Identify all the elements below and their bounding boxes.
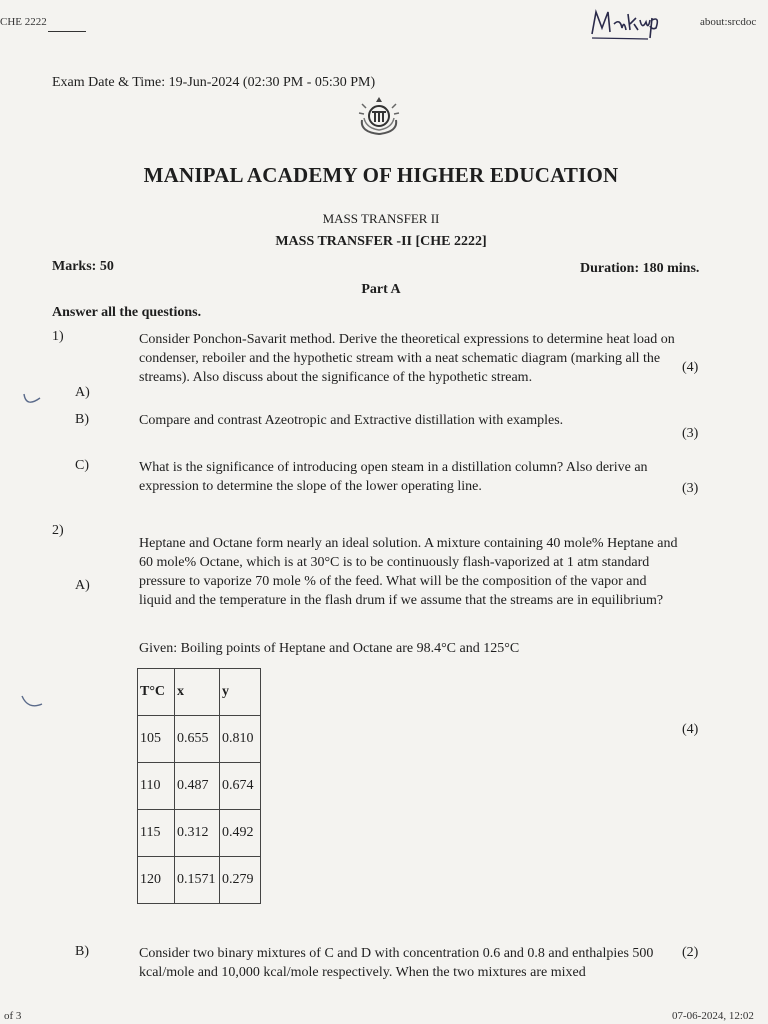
question-number: 2)	[52, 523, 64, 538]
question-2a-text: Heptane and Octane form nearly an ideal solution. A mixture containing 40 mole% Heptane and 60 mole% Octane, which is at 30°C is to be continuously flash-vaporized at 1 atm standard pressure to vaporize 70 mole % of the feed. What will be the composition of the vapor and liquid and the temperature in the flash drum if we assume that the streams are in equilibrium?	[139, 536, 678, 608]
pen-mark	[20, 692, 44, 714]
table-cell: 120	[138, 857, 175, 904]
question-1b-text: Compare and contrast Azeotropic and Extractive distillation with examples.	[139, 413, 564, 428]
table-cell: 0.810	[220, 716, 261, 763]
question-1c-text: What is the significance of introducing open steam in a distillation column? Also derive an expression to determine the slope of the lower operating line.	[139, 460, 648, 494]
course-code-corner: CHE 2222	[0, 16, 47, 28]
question-label: B)	[75, 944, 89, 959]
print-timestamp: 07-06-2024, 12:02	[672, 1010, 754, 1022]
table-header-cell: y	[220, 669, 261, 716]
table-cell: 110	[138, 763, 175, 810]
question-2b-text: Consider two binary mixtures of C and D with concentration 0.6 and 0.8 and enthalpies 500 kcal/mole and 10,000 kcal/mole respectively. When the two mixtures are mixed	[139, 946, 654, 980]
table-cell: 0.492	[220, 810, 261, 857]
part-heading: Part A	[361, 282, 401, 297]
table-cell: 105	[138, 716, 175, 763]
question-1a-marks: (4)	[682, 360, 699, 375]
table-row	[138, 716, 261, 763]
table-header-cell: T°C	[138, 669, 175, 716]
given-data-text: Given: Boiling points of Heptane and Octane are 98.4°C and 125°C	[139, 641, 520, 656]
page-count: of 3	[4, 1010, 22, 1022]
table-cell: 0.655	[175, 716, 220, 763]
course-title: MASS TRANSFER -II [CHE 2222]	[275, 234, 487, 249]
table-cell: 0.312	[175, 810, 220, 857]
question-label: A)	[75, 578, 90, 593]
question-number: 1)	[52, 329, 64, 344]
pen-mark	[20, 388, 44, 410]
exam-date-time: Exam Date & Time: 19-Jun-2024 (02:30 PM - 05:30 PM)	[52, 75, 376, 90]
table-row	[138, 857, 261, 904]
question-2a-marks: (4)	[682, 722, 699, 737]
question-label: C)	[75, 458, 89, 473]
url-corner: about:srcdoc	[700, 16, 757, 28]
marks-total: Marks: 50	[52, 259, 114, 274]
question-label: A)	[75, 385, 90, 400]
table-header-cell: x	[175, 669, 220, 716]
instruction-text: Answer all the questions.	[52, 305, 202, 320]
question-2b-marks: (2)	[682, 945, 699, 960]
duration: Duration: 180 mins.	[580, 261, 700, 276]
underline-mark	[48, 31, 86, 32]
table-row	[138, 763, 261, 810]
question-label: B)	[75, 412, 89, 427]
table-header-row	[138, 669, 261, 716]
handwritten-makeup-note	[588, 6, 670, 40]
table-cell: 115	[138, 810, 175, 857]
university-seal-icon	[356, 96, 402, 136]
table-cell: 0.1571	[175, 857, 220, 904]
table-row	[138, 810, 261, 857]
table-cell: 0.279	[220, 857, 261, 904]
table-cell: 0.674	[220, 763, 261, 810]
question-1a-text: Consider Ponchon-Savarit method. Derive the theoretical expressions to determine heat load on condenser, reboiler and the hypothetic stream with a neat schematic diagram (marking all the streams). Also discuss about the significance of the hypothetic stream.	[139, 332, 675, 385]
question-1b-marks: (3)	[682, 426, 699, 441]
vle-data-table	[137, 668, 261, 904]
table-cell: 0.487	[175, 763, 220, 810]
course-name: MASS TRANSFER II	[322, 211, 440, 226]
institution-title: MANIPAL ACADEMY OF HIGHER EDUCATION	[143, 163, 619, 187]
question-1c-marks: (3)	[682, 481, 699, 496]
